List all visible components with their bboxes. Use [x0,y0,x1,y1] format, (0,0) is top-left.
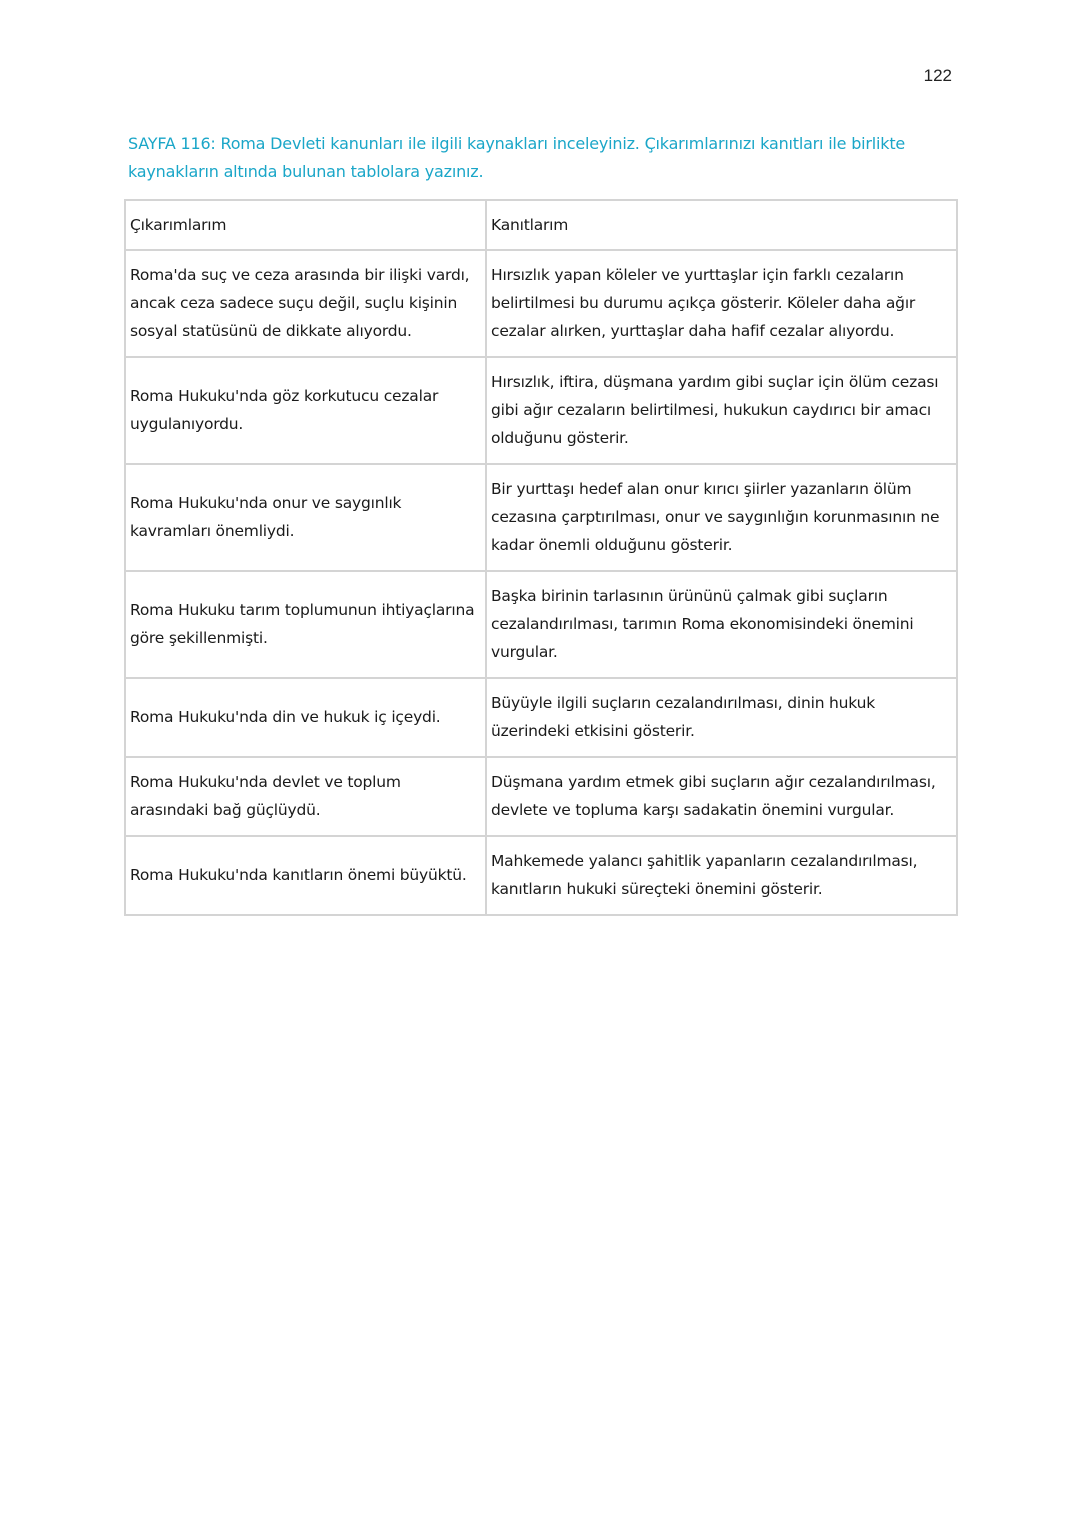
evidence-cell: Düşmana yardım etmek gibi suçların ağır cezalandırılması, devlete ve topluma karşı sadakatin önemini vurgular. [486,757,957,836]
evidence-cell: Hırsızlık yapan köleler ve yurttaşlar için farklı cezaların belirtilmesi bu durumu açıkça gösterir. Köleler daha ağır cezalar alırken, yurttaşlar daha hafif cezalar alıyordu. [486,250,957,357]
table-row [125,571,957,678]
table-header-row [125,200,957,250]
table-row [125,836,957,915]
table-row [125,250,957,357]
inference-cell: Roma Hukuku'nda devlet ve toplum arasındaki bağ güçlüydü. [125,757,486,836]
inference-cell: Roma Hukuku tarım toplumunun ihtiyaçlarına göre şekillenmişti. [125,571,486,678]
evidence-cell: Büyüyle ilgili suçların cezalandırılması, dinin hukuk üzerindeki etkisini gösterir. [486,678,957,757]
table-row [125,464,957,571]
evidence-cell: Mahkemede yalancı şahitlik yapanların cezalandırılması, kanıtların hukuki süreçteki önemini gösterir. [486,836,957,915]
inference-cell: Roma Hukuku'nda kanıtların önemi büyüktü. [125,836,486,915]
inference-cell: Roma'da suç ve ceza arasında bir ilişki vardı, ancak ceza sadece suçu değil, suçlu kişinin sosyal statüsünü de dikkate alıyordu. [125,250,486,357]
instruction-text: SAYFA 116: Roma Devleti kanunları ile ilgili kaynakları inceleyiniz. Çıkarımlarınızı kanıtları ile birlikte kaynakların altında bulunan tablolara yazınız. [128,134,906,181]
inference-cell: Roma Hukuku'nda göz korkutucu cezalar uygulanıyordu. [125,357,486,464]
table-row [125,357,957,464]
inference-cell: Roma Hukuku'nda din ve hukuk iç içeydi. [125,678,486,757]
table-row [125,678,957,757]
evidence-cell: Hırsızlık, iftira, düşmana yardım gibi suçlar için ölüm cezası gibi ağır cezaların belirtilmesi, hukukun caydırıcı bir amacı olduğunu gösterir. [486,357,957,464]
inference-cell: Roma Hukuku'nda onur ve saygınlık kavramları önemliydi. [125,464,486,571]
header-evidence: Kanıtlarım [486,200,957,250]
evidence-cell: Bir yurttaşı hedef alan onur kırıcı şiirler yazanların ölüm cezasına çarptırılması, onur ve saygınlığın korunmasının ne kadar önemli olduğunu gösterir. [486,464,957,571]
evidence-cell: Başka birinin tarlasının ürününü çalmak gibi suçların cezalandırılması, tarımın Roma ekonomisindeki önemini vurgular. [486,571,957,678]
page-number: 122 [923,66,952,85]
header-inferences: Çıkarımlarım [125,200,486,250]
inference-evidence-table [124,199,958,916]
table-row [125,757,957,836]
